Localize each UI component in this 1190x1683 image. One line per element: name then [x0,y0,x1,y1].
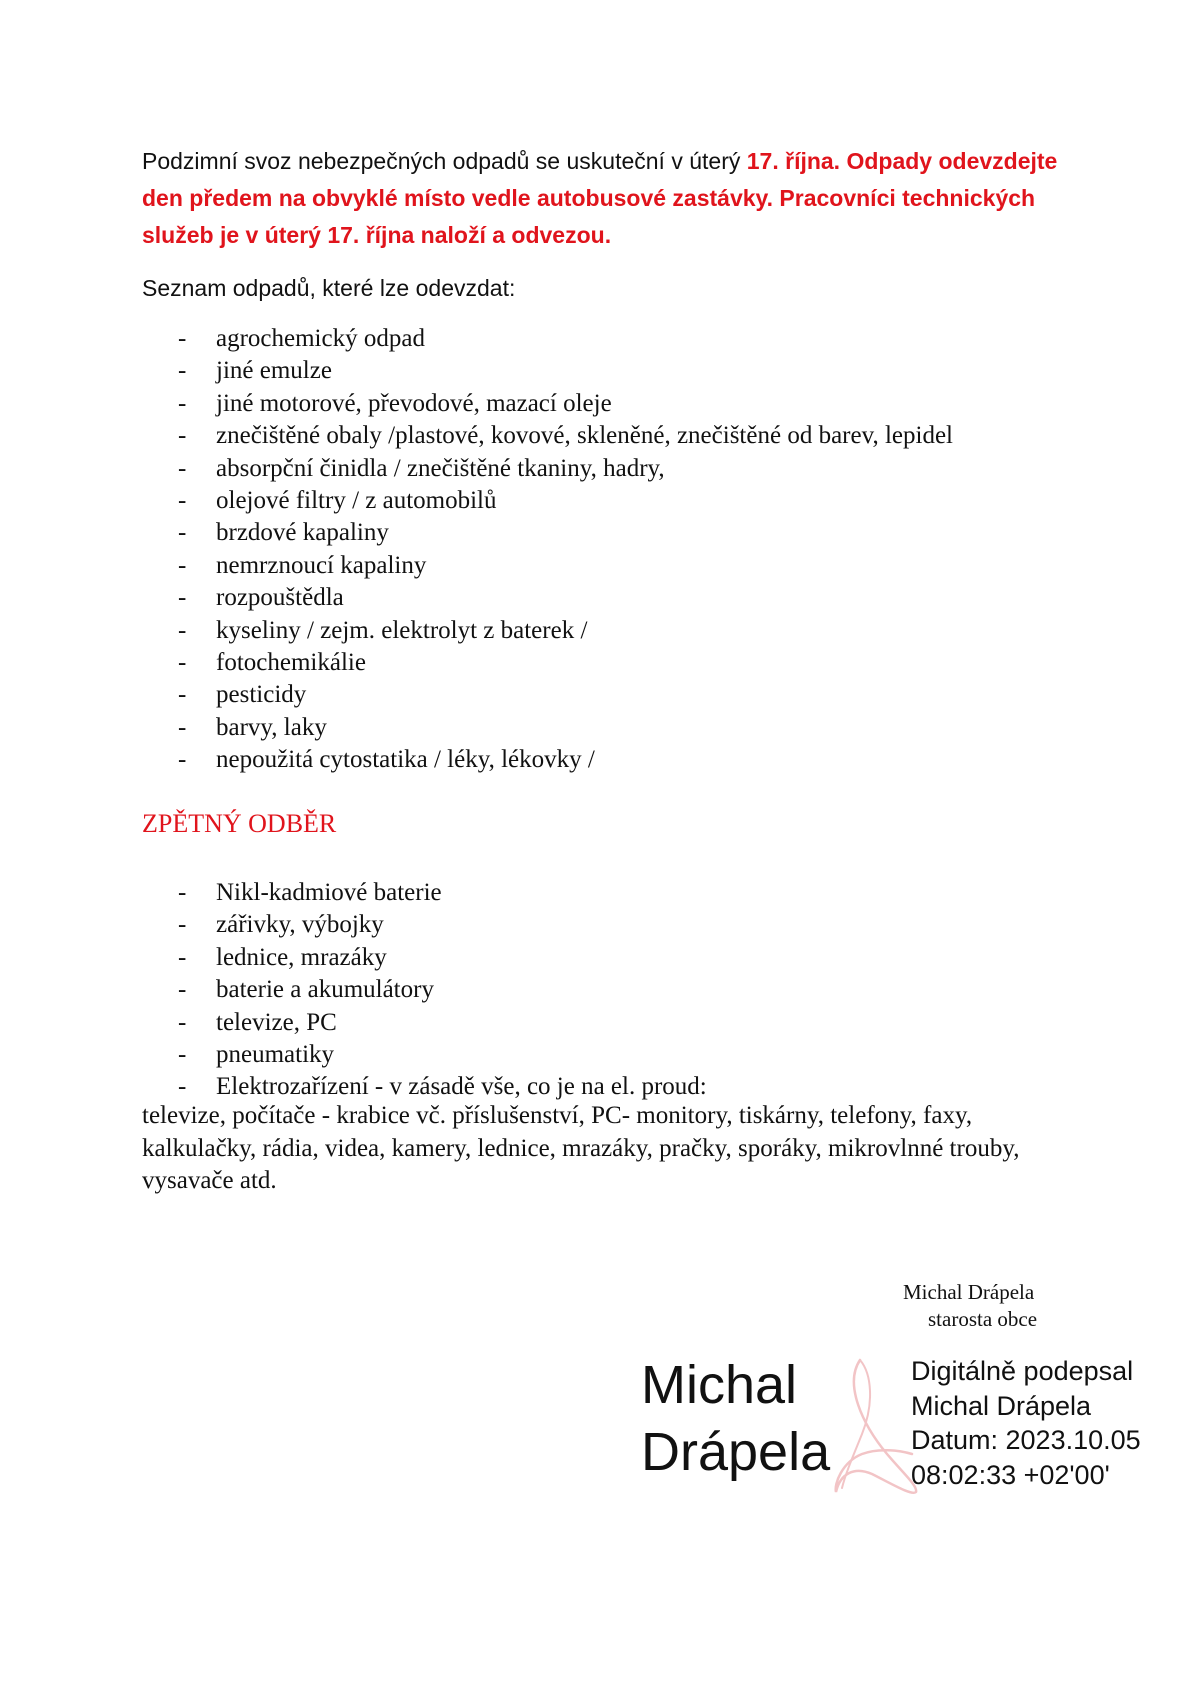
list-item [178,877,707,909]
list-item [178,744,953,776]
intro-text: Podzimní svoz nebezpečných odpadů se uskuteční v úterý [142,148,747,174]
list-item-text: Nikl-kadmiové baterie [216,879,442,906]
list-item [178,355,953,387]
list-item-text: znečištěné obaly /plastové, kovové, skleněné, znečištěné od barev, lepidel [216,422,953,450]
list-item-text: jiné emulze [216,357,332,385]
signature-details [911,1354,1141,1492]
list-item [178,453,953,485]
list-item-text: brzdové kapaliny [216,519,389,547]
list-item [178,388,953,420]
signature-watermark-icon [832,1354,922,1496]
list-item-text: jiné motorové, převodové, mazací oleje [216,389,612,417]
dash-bullet: - [178,357,187,385]
list-item-text: fotochemikálie [216,649,366,677]
dash-bullet: - [178,713,187,741]
signer-name: Michal Drápela [903,1280,1035,1304]
list-item [178,582,953,614]
list-item-text: zářivky, výbojky [216,911,384,939]
list-item-text: Elektrozařízení - v zásadě vše, co je na el. proud: [216,1073,707,1101]
list-item-text: nemrznoucí kapaliny [216,551,427,579]
list-item [178,1071,707,1103]
dash-bullet: - [178,487,187,515]
dash-bullet: - [178,879,187,906]
list-item-text: lednice, mrazáky [216,943,387,971]
signature-detail-line2: Michal Drápela [911,1390,1092,1421]
dash-bullet: - [178,519,187,547]
dash-bullet: - [178,584,187,612]
list-item-text: televize, PC [216,1008,337,1036]
list-item-text: baterie a akumulátory [216,976,434,1004]
list-item [178,974,707,1006]
signer-role: starosta obce [928,1307,1038,1331]
list-item-text: barvy, laky [216,713,327,741]
dash-bullet: - [178,746,187,774]
list-item [178,615,953,647]
list-item [178,679,953,711]
list-item [178,647,953,679]
dash-bullet: - [178,616,187,644]
list-item [178,1039,707,1071]
list-item [178,1007,707,1039]
list-item-text: rozpouštědla [216,584,344,612]
list-item [178,323,953,355]
intro-highlight: 17. října. Odpady odevzdejte den předem na obvyklé místo vedle autobusové zastávky. Pracovníci technických služeb je v úterý 17. října naloží a odvezou. [142,148,1058,248]
list-item [178,550,953,582]
intro-paragraph [142,143,1062,254]
list-item-text: kyseliny / zejm. elektrolyt z baterek / [216,616,588,644]
list-item-text: absorpční činidla / znečištěné tkaniny, hadry, [216,454,665,482]
electro-description: televize, počítače - krabice vč. příslušenství, PC- monitory, tiskárny, telefony, faxy, kalkulačky, rádia, videa, kamery, lednice, mrazáky, pračky, sporáky, mikrovlnné trouby, vysavače atd. [142,1102,1020,1195]
dash-bullet: - [178,1073,187,1101]
dash-bullet: - [178,976,187,1004]
waste-list [178,323,953,777]
signature-detail-line3: Datum: 2023.10.05 [911,1425,1141,1456]
dash-bullet: - [178,1008,187,1036]
signature-detail-line1: Digitálně podepsal [911,1356,1134,1386]
list-item-text: pneumatiky [216,1041,335,1069]
signature-name-line2: Drápela [641,1422,831,1482]
signature-name [641,1352,830,1486]
list-item [178,485,953,517]
dash-bullet: - [178,1041,187,1069]
list-item-text: pesticidy [216,681,307,709]
list-item [178,909,707,941]
signature-name-line1: Michal [641,1355,798,1415]
dash-bullet: - [178,389,187,417]
dash-bullet: - [178,422,187,450]
list-item [178,712,953,744]
dash-bullet: - [178,325,187,352]
list-item [178,942,707,974]
list-item-text: olejové filtry / z automobilů [216,487,497,515]
dash-bullet: - [178,943,187,971]
takeback-list [178,877,707,1104]
signature-detail-line4: 08:02:33 +02'00' [911,1459,1110,1490]
dash-bullet: - [178,649,187,677]
dash-bullet: - [178,454,187,482]
waste-list-heading: Seznam odpadů, které lze odevzdat: [142,275,516,301]
dash-bullet: - [178,551,187,579]
list-item [178,517,953,549]
takeback-heading: ZPĚTNÝ ODBĚR [142,809,337,838]
list-item [178,420,953,452]
dash-bullet: - [178,911,187,939]
list-item-text: agrochemický odpad [216,325,425,352]
list-item-text: nepoužitá cytostatika / léky, lékovky / [216,746,595,774]
dash-bullet: - [178,681,187,709]
